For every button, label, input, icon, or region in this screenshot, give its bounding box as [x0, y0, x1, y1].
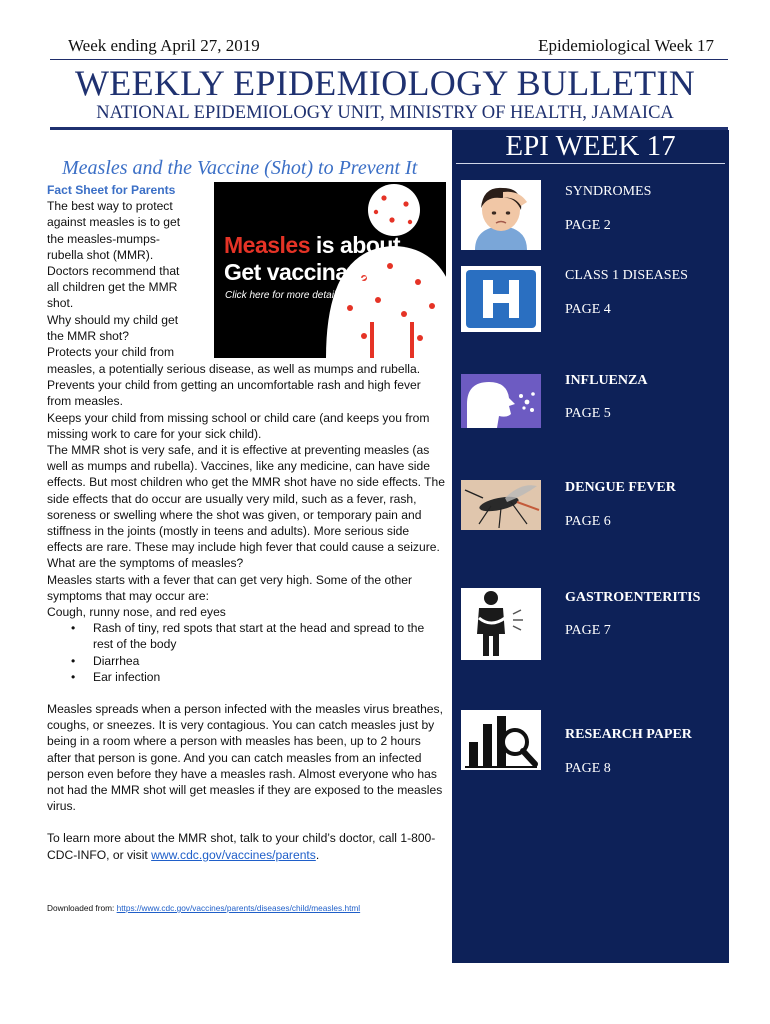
symptom-list-item: • Diarrhea [47, 653, 445, 669]
contents-sidebar [452, 130, 729, 963]
research-chart-icon [461, 710, 541, 770]
hospital-h-icon [461, 266, 541, 332]
sidebar-page-class-1-diseases[interactable]: PAGE 4 [565, 302, 611, 317]
intro-line: Why should my child get [47, 312, 179, 327]
learn-more-paragraph: To learn more about the MMR shot, talk to your child’s doctor, call 1-800-CDC-INFO, or visit www.cdc.gov/vaccines/parents. [47, 831, 436, 862]
mosquito-icon [461, 480, 541, 530]
symptom-list-item: • Ear infection [47, 669, 445, 685]
intro-line: rubella shot (MMR). [47, 247, 154, 262]
source-line [47, 903, 360, 913]
intro-line: shot. [47, 296, 74, 311]
article-body [47, 361, 445, 863]
sidebar-item-syndromes[interactable]: SYNDROMES [565, 184, 652, 199]
header-divider [50, 59, 728, 60]
sidebar-item-research-paper[interactable]: RESEARCH PAPER [565, 727, 692, 742]
cdc-parents-link[interactable]: www.cdc.gov/vaccines/parents [151, 847, 316, 862]
ad-cta: Get vaccinated! [224, 259, 388, 285]
intro-line: the measles-mumps- [47, 231, 160, 246]
source-url-link[interactable]: https://www.cdc.gov/vaccines/parents/diseases/child/measles.html [116, 903, 361, 913]
sidebar-page-research-paper[interactable]: PAGE 8 [565, 761, 611, 776]
paragraph: What are the symptoms of measles? [47, 556, 244, 571]
sidebar-page-influenza[interactable]: PAGE 5 [565, 406, 611, 421]
intro-line: Protects your child from [47, 345, 175, 360]
ad-headline: Measles is about. [224, 232, 406, 258]
intro-line: the MMR shot? [47, 328, 129, 343]
article-heading: Measles and the Vaccine (Shot) to Prevent It [62, 157, 418, 179]
ad-details-link[interactable]: Click here for more details [225, 290, 342, 301]
sidebar-item-class-1-diseases[interactable]: CLASS 1 DISEASES [565, 268, 688, 283]
paragraph: Cough, runny nose, and red eyes [47, 605, 226, 620]
intro-line: all children get the MMR [47, 280, 178, 295]
paragraph: Measles spreads when a person infected with the measles virus breathes, coughs, or sneezes. It is very contagious. You can catch measles just by being in a room where a person with measles has been, up to 2 hours after that person is gone. And you can catch measles from an infected person even before they have a measles rash. Almost everyone who has not had the MMR shot will get measles if they are exposed to the measles virus. [47, 702, 443, 814]
sidebar-item-gastroenteritis[interactable]: GASTROENTERITIS [565, 590, 701, 605]
fact-sheet-title: Fact Sheet for Parents [47, 183, 176, 197]
spacer [47, 685, 445, 701]
sick-child-icon [461, 180, 541, 250]
intro-line: against measles is to get [47, 215, 181, 230]
article-intro [47, 182, 217, 360]
sidebar-heading-rule [456, 163, 725, 164]
bulletin-subtitle: NATIONAL EPIDEMIOLOGY UNIT, MINISTRY OF HEALTH, JAMAICA [96, 103, 674, 123]
bulletin-title: WEEKLY EPIDEMIOLOGY BULLETIN [75, 63, 695, 103]
sidebar-item-dengue-fever[interactable]: DENGUE FEVER [565, 480, 676, 495]
downloaded-label: Downloaded from: [47, 903, 117, 913]
symptom-list-item: • Rash of tiny, red spots that start at the head and spread to the rest of the body [47, 620, 445, 652]
week-ending-label: Week ending April 27, 2019 [68, 36, 260, 55]
paragraph: measles, a potentially serious disease, as well as mumps and rubella. Prevents your child from getting an uncomfortable rash and high fever from measles. [47, 362, 421, 409]
intro-line: The best way to protect [47, 199, 173, 214]
spacer [47, 814, 445, 830]
stomach-ache-icon [461, 588, 541, 660]
paragraph: Keeps your child from missing school or child care (and keeps you from missing work to care for your sick child). [47, 410, 430, 441]
sidebar-page-dengue-fever[interactable]: PAGE 6 [565, 514, 611, 529]
paragraph: The MMR shot is very safe, and it is effective at preventing measles (as well as mumps and rubella). Vaccines, like any medicine, can have side effects. But most children who get the MMR shot have no side effects. The side effects that do occur are usually very mild, such as a fever, rash, soreness or swelling where the shot was given, or temporary pain and stiffness in the joints (mostly in teens and adults). More serious side effects are rare. These may include high fever that could cause a seizure. [47, 443, 445, 555]
epi-week-label: Epidemiological Week 17 [538, 36, 714, 55]
measles-vaccination-ad[interactable] [214, 182, 446, 358]
sidebar-page-syndromes[interactable]: PAGE 2 [565, 218, 611, 233]
sneeze-icon [461, 374, 541, 428]
sidebar-item-influenza[interactable]: INFLUENZA [565, 373, 648, 388]
paragraph: Measles starts with a fever that can get very high. Some of the other symptoms that may occur are: [47, 572, 413, 603]
sidebar-page-gastroenteritis[interactable]: PAGE 7 [565, 623, 611, 638]
sidebar-heading: EPI WEEK 17 [505, 130, 676, 162]
intro-line: Doctors recommend that [47, 264, 180, 279]
